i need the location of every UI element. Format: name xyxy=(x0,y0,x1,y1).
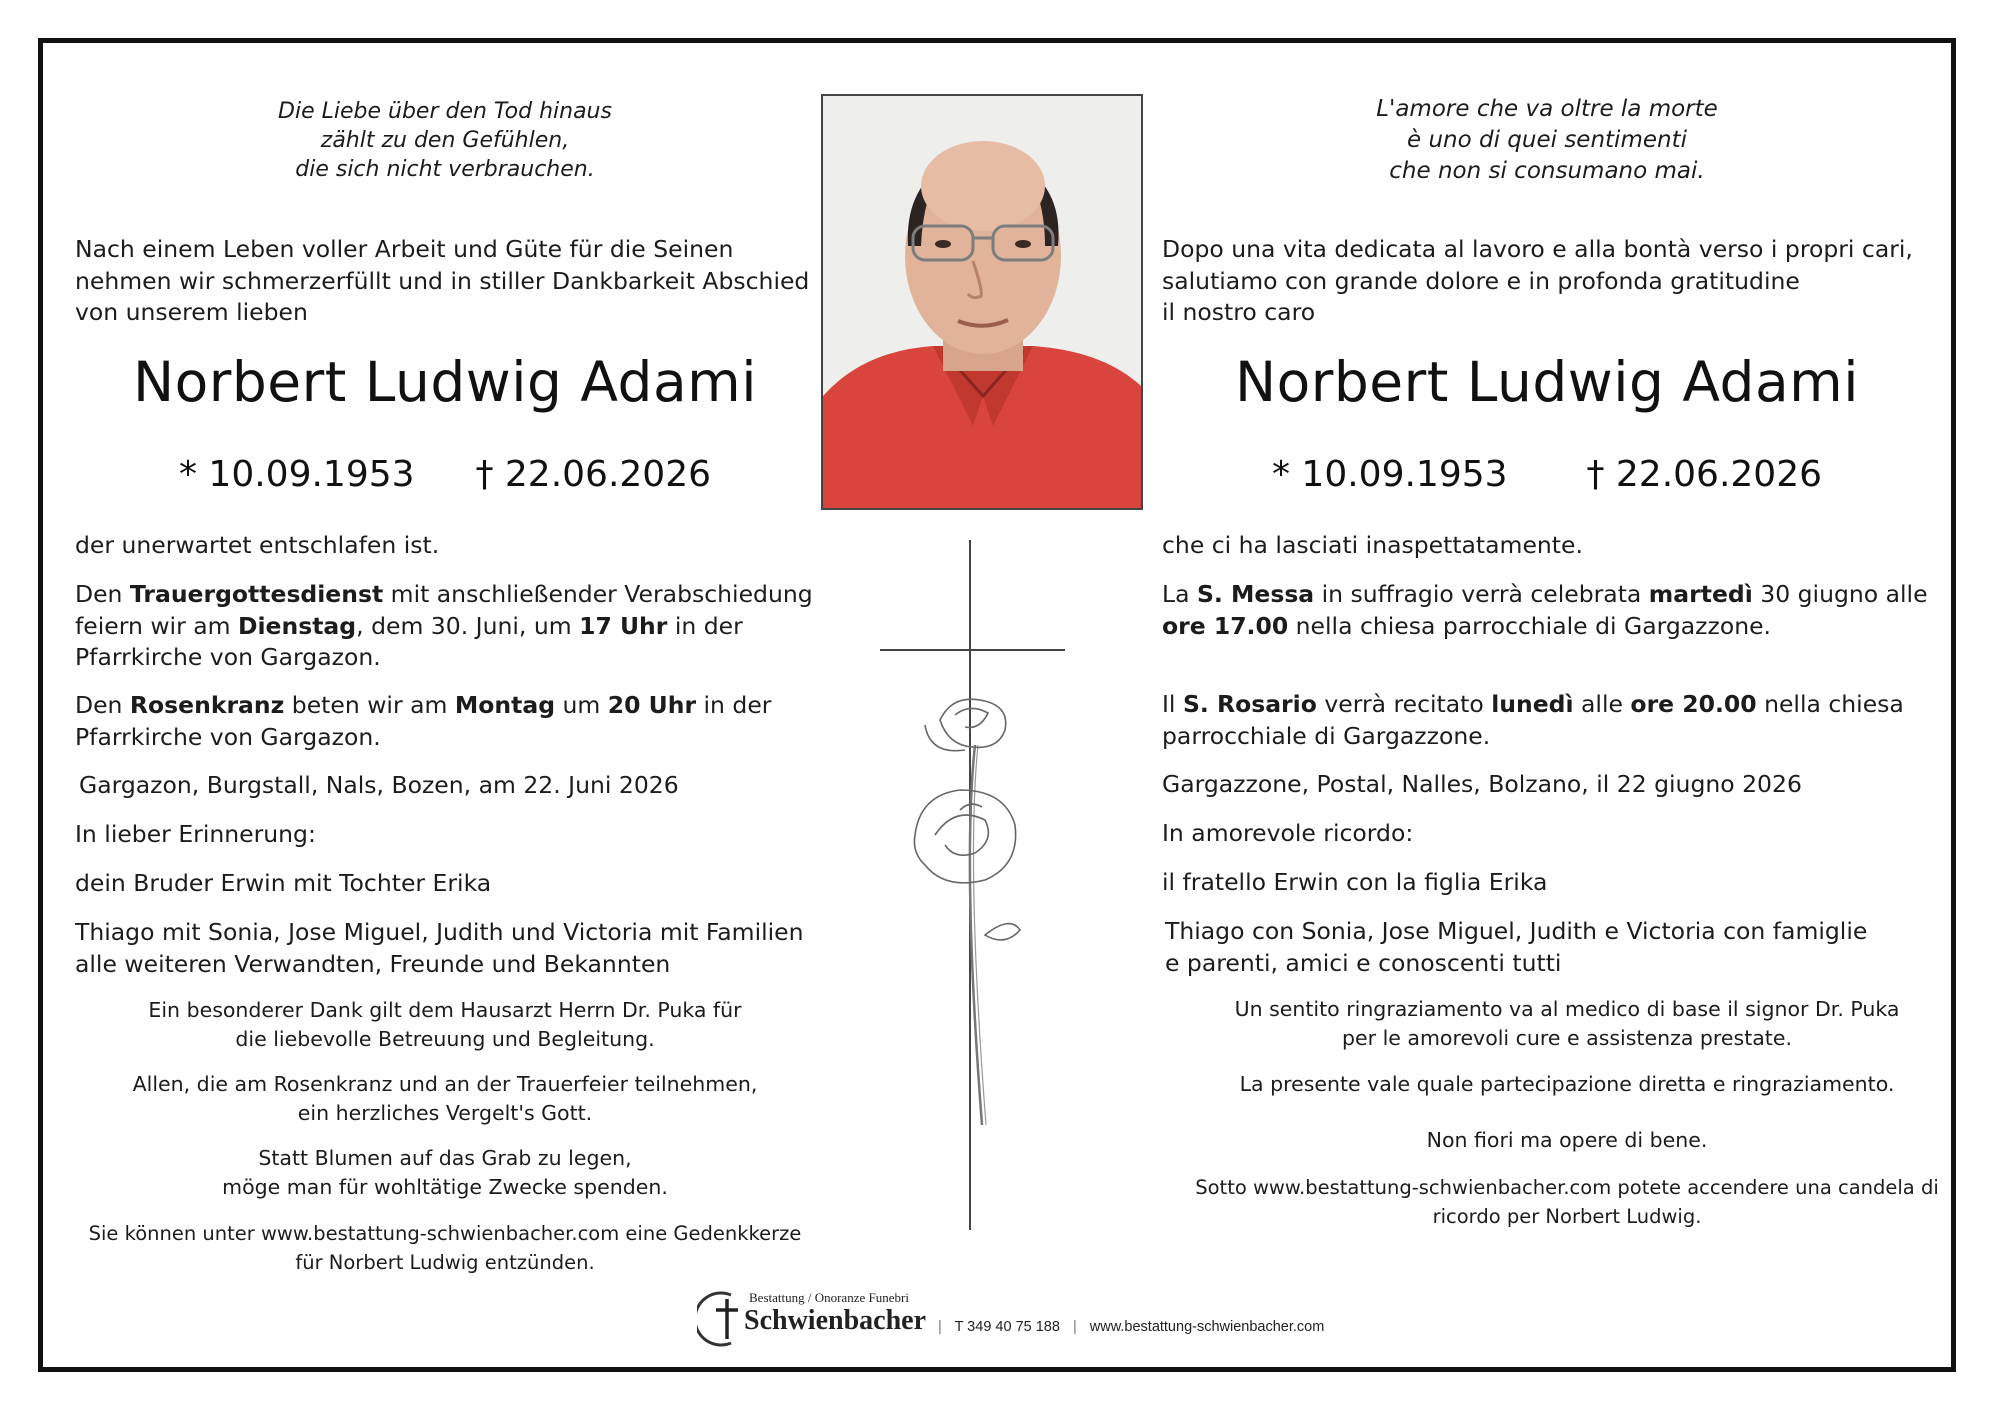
family-text: Thiago con Sonia, Jose Miguel, Judith e Victoria con famiglie e parenti, amici e conoscenti tutti xyxy=(1165,917,1868,977)
brother-text: dein Bruder Erwin mit Tochter Erika xyxy=(75,869,492,897)
deceased-name: Norbert Ludwig Adami xyxy=(132,350,758,414)
italian-intro xyxy=(1162,234,1932,329)
rosary-text: Il S. Rosario verrà recitato lunedì alle ore 20.00 nella chiesa parrocchiale di Gargazzone. xyxy=(1162,690,1904,750)
portrait-photo xyxy=(821,94,1143,510)
intro-line: salutiamo con grande dolore e in profonda gratitudine xyxy=(1162,266,1800,295)
place-date: Gargazon, Burgstall, Nals, Bozen, am 22. Juni 2026 xyxy=(79,771,679,799)
participation-note: La presente vale quale partecipazione diretta e ringraziamento. xyxy=(1239,1072,1895,1096)
motto-line: die sich nicht verbrauchen. xyxy=(295,157,595,182)
candle-note: Sotto www.bestattung-schwienbacher.com potete accendere una candela di ricordo per Norbert Ludwig. xyxy=(1195,1176,1939,1228)
intro-line: nehmen wir schmerzerfüllt und in stiller Dankbarkeit Abschied xyxy=(75,266,810,295)
italian-motto xyxy=(1162,94,1932,187)
candle-note: Sie können unter www.bestattung-schwienbacher.com eine Gedenkkerze für Norbert Ludwig entzünden. xyxy=(88,1222,802,1274)
intro-line: il nostro caro xyxy=(1162,298,1316,326)
deceased-name: Norbert Ludwig Adami xyxy=(1234,350,1860,414)
phone-number: T 349 40 75 188 xyxy=(954,1319,1060,1335)
passed-text: der unerwartet entschlafen ist. xyxy=(75,531,440,559)
death-date: † 22.06.2026 xyxy=(1586,454,1823,495)
thanks-all: Allen, die am Rosenkranz und an der Trauerfeier teilnehmen, ein herzliches Vergelt's Gott. xyxy=(132,1072,758,1125)
death-date: † 22.06.2026 xyxy=(475,454,712,495)
funeral-service-text: Den Trauergottesdienst mit anschließender Verabschiedung feiern wir am Dienstag, dem 30. Juni, um 17 Uhr in der Pfarrkirche von Gargazon. xyxy=(75,580,813,671)
motto-line: è uno di quei sentimenti xyxy=(1407,127,1687,153)
passed-text: che ci ha lasciati inaspettatamente. xyxy=(1162,531,1583,559)
memory-heading: In lieber Erinnerung: xyxy=(75,820,316,848)
thanks-doctor: Ein besonderer Dank gilt dem Hausarzt Herrn Dr. Puka für die liebevolle Betreuung und Begleitung. xyxy=(148,998,742,1051)
mass-text: La S. Messa in suffragio verrà celebrata martedì 30 giugno alle ore 17.00 nella chiesa parrocchiale di Gargazzone. xyxy=(1162,580,1928,640)
footer xyxy=(697,1283,1337,1353)
family-text: Thiago mit Sonia, Jose Miguel, Judith und Victoria mit Familien alle weiteren Verwandten, Freunde und Bekannten xyxy=(75,918,804,978)
german-motto xyxy=(75,97,815,184)
birth-date: * 10.09.1953 xyxy=(178,454,415,495)
motto-line: zählt zu den Gefühlen, xyxy=(320,128,570,153)
motto-line: L'amore che va oltre la morte xyxy=(1376,96,1718,122)
flowers-request: Statt Blumen auf das Grab zu legen, möge man für wohltätige Zwecke spenden. xyxy=(222,1146,668,1199)
logo-name: Schwienbacher xyxy=(744,1305,926,1336)
cross-with-roses-icon xyxy=(870,535,1090,1235)
memory-heading: In amorevole ricordo: xyxy=(1162,819,1414,847)
portrait-illustration xyxy=(823,96,1141,508)
birth-date: * 10.09.1953 xyxy=(1271,454,1508,495)
logo-subtitle: Bestattung / Onoranze Funebri xyxy=(749,1290,909,1305)
life-dates xyxy=(1162,453,1932,497)
intro-line: von unserem lieben xyxy=(75,298,308,326)
website-link[interactable]: www.bestattung-schwienbacher.com xyxy=(1089,1319,1325,1335)
rosary-text: Den Rosenkranz beten wir am Montag um 20 Uhr in der Pfarrkirche von Gargazon. xyxy=(75,691,772,751)
flowers-request: Non fiori ma opere di bene. xyxy=(1426,1128,1708,1152)
motto-line: Die Liebe über den Tod hinaus xyxy=(278,99,612,124)
intro-line: Nach einem Leben voller Arbeit und Güte für die Seinen xyxy=(75,235,734,263)
footer-contact xyxy=(929,1319,1324,1335)
brother-text: il fratello Erwin con la figlia Erika xyxy=(1162,868,1548,896)
intro-line: Dopo una vita dedicata al lavoro e alla bontà verso i propri cari, xyxy=(1162,235,1913,263)
separator: | xyxy=(1072,1319,1077,1335)
motto-line: che non si consumano mai. xyxy=(1389,158,1705,184)
separator: | xyxy=(938,1319,942,1335)
thanks-doctor: Un sentito ringraziamento va al medico di base il signor Dr. Puka per le amorevoli cure e assistenza prestate. xyxy=(1234,997,1900,1050)
place-date: Gargazzone, Postal, Nalles, Bolzano, il 22 giugno 2026 xyxy=(1162,770,1802,798)
life-dates xyxy=(75,453,815,497)
german-intro xyxy=(75,234,815,329)
